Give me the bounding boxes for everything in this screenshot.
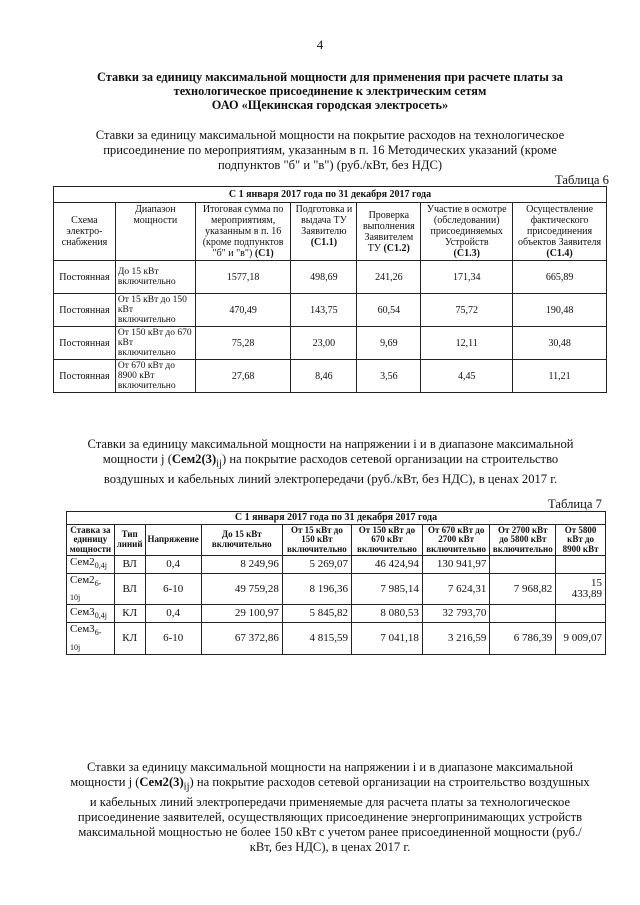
header-range-5: От 2700 кВт до 5800 кВт включительно [490,524,556,556]
para3-text-end: ) на покрытие расходов сетевой организации на строительство воздушных и кабельных линий электропередачи применяемые для расчета платы за технологическое присоединение заявителей, осуществляющих присоединение энергопринимающих устройств максимальной мощностью не более 150 кВт с учетом ранее присоединенной мощности (руб./кВт, без НДС), в ценах 2017 г. [77,775,590,854]
para3-rate-symbol: Cем2(3) [139,775,184,789]
cell-r3: 8 080,53 [352,605,423,623]
para2-text-start: Ставки за единицу максимальной мощности на напряжении i и в диапазоне максимальной мощности j ( [87,437,574,466]
cell-r1: 67 372,86 [201,623,282,654]
cell-r3: 7 985,14 [352,574,423,605]
rate-symbol: Cем3 [70,623,95,636]
cell-voltage: 6-10 [145,623,201,654]
cell-c12: 9,69 [357,327,421,360]
cell-c11: 498,69 [291,261,357,294]
rates-150kw-description [70,760,590,855]
para2-rate-symbol: Cем2(3) [171,452,217,466]
cell-r6: 15 433,89 [556,574,606,605]
header-range-1: До 15 кВт включительно [201,524,282,556]
cell-r4: 3 216,59 [422,623,490,654]
table-row [54,261,607,294]
cell-r5: 7 968,82 [490,574,556,605]
table7 [66,511,606,655]
title-line-2: технологическое присоединение к электрическим сетям [173,84,487,98]
header-prep [291,203,357,261]
cell-rate [67,574,115,605]
cell-r3: 46 424,94 [352,556,423,574]
cell-r4: 7 624,31 [422,574,490,605]
header-check-code: (С1.2) [383,242,410,254]
table6-label: Таблица 6 [555,173,609,187]
header-connect-code: (С1.4) [546,248,573,259]
cell-c1: 75,28 [195,327,291,360]
cell-r5: 6 786,39 [490,623,556,654]
table6-period: С 1 января 2017 года по 31 декабря 2017 года [54,187,607,203]
header-total-code: (С1) [254,248,274,259]
header-connect-text: Осуществление фактического присоединения объектов Заявителя [517,204,602,248]
cell-r4: 130 941,97 [422,556,490,574]
cell-c11: 8,46 [291,360,357,393]
cell-range: От 15 кВт до 150 кВт включительно [115,294,195,327]
cell-scheme: Постоянная [54,261,116,294]
header-range: Диапазон мощности [115,203,195,261]
table7-description [78,437,583,487]
header-inspect-code: (С1.3) [453,248,480,259]
cell-c13: 12,11 [421,327,513,360]
header-prep-code: (С1.1) [310,237,338,248]
table6 [53,186,607,393]
cell-scheme: Постоянная [54,294,116,327]
header-type: Тип линий [114,524,145,556]
cell-r5 [490,605,556,623]
cell-r4: 32 793,70 [422,605,490,623]
cell-scheme: Постоянная [54,360,116,393]
document-title [80,70,580,112]
rate-subscript: 6-10j [70,628,102,652]
rate-subscript: 0,4j [94,561,107,571]
header-inspect [421,203,513,261]
cell-c14: 665,89 [513,261,607,294]
header-scheme: Схема электро-снабжения [54,203,116,261]
table-row [54,294,607,327]
cell-c12: 241,26 [357,261,421,294]
cell-c14: 190,48 [513,294,607,327]
table7-period: С 1 января 2017 года по 31 декабря 2017 года [67,512,606,525]
title-line-1: Ставки за единицу максимальной мощности для применения при расчете платы за [97,70,563,84]
cell-r1: 29 100,97 [201,605,282,623]
header-rate: Ставка за единицу мощности [67,524,115,556]
cell-type: ВЛ [114,574,145,605]
cell-type: КЛ [114,623,145,654]
cell-scheme: Постоянная [54,327,116,360]
cell-c1: 470,49 [195,294,291,327]
table7-label: Таблица 7 [548,497,602,511]
cell-c11: 23,00 [291,327,357,360]
table-row [67,605,606,623]
rate-symbol: Cем2 [70,556,95,569]
cell-c13: 75,72 [421,294,513,327]
cell-r2: 8 196,36 [282,574,351,605]
rate-symbol: Cем3 [70,605,95,618]
cell-type: КЛ [114,605,145,623]
header-total-text: Итоговая сумма по мероприятиям, указанным в п. 16 (кроме подпунктов "б" и "в") [202,204,284,259]
header-range-4: От 670 кВт до 2700 кВт включительно [422,524,490,556]
cell-voltage: 6-10 [145,574,201,605]
cell-c13: 4,45 [421,360,513,393]
cell-c1: 1577,18 [195,261,291,294]
cell-rate [67,623,115,654]
para3-rate-subscript: ij [183,781,190,793]
header-range-2: От 15 кВт до 150 кВт включительно [282,524,351,556]
cell-r2: 4 815,59 [282,623,351,654]
header-inspect-text: Участие в осмотре (обследовании) присоединяемых Устройств [426,204,507,248]
table6-header-row [54,203,607,261]
table-row [67,556,606,574]
cell-r3: 7 041,18 [352,623,423,654]
header-range-6: От 5800 кВт до 8900 кВт [556,524,606,556]
cell-r6 [556,556,606,574]
cell-range: До 15 кВт включительно [115,261,195,294]
header-connect [513,203,607,261]
cell-c14: 30,48 [513,327,607,360]
cell-range: От 670 кВт до 8900 кВт включительно [115,360,195,393]
cell-r1: 8 249,96 [201,556,282,574]
para3-text-start: Ставки за единицу максимальной мощности на напряжении i и в диапазоне максимальной мощности j ( [70,760,573,789]
rate-symbol: Cем2 [70,574,95,586]
rate-subscript: 0,4j [94,610,107,620]
cell-c11: 143,75 [291,294,357,327]
header-check [357,203,421,261]
cell-r1: 49 759,28 [201,574,282,605]
table-row [67,623,606,654]
table7-header-row [67,524,606,556]
header-check-text: Проверка выполнения Заявителем ТУ [362,209,415,254]
cell-range: От 150 кВт до 670 кВт включительно [115,327,195,360]
cell-c12: 3,56 [357,360,421,393]
page-number: 4 [316,37,324,52]
cell-c14: 11,21 [513,360,607,393]
table6-description: Ставки за единицу максимальной мощности на покрытие расходов на технологическое присоединение по мероприятиям, указанным в п. 16 Методических указаний (кроме подпунктов "б" и "в") (руб./кВт, без НДС) [95,128,565,172]
title-line-3: ОАО «Щекинская городская электросеть» [211,98,449,112]
cell-type: ВЛ [114,556,145,574]
table-row [67,574,606,605]
header-voltage: Напряжение [145,524,201,556]
cell-rate [67,605,115,623]
cell-r2: 5 845,82 [282,605,351,623]
cell-c12: 60,54 [357,294,421,327]
cell-r6: 9 009,07 [556,623,606,654]
cell-voltage: 0,4 [145,556,201,574]
header-total [195,203,291,261]
cell-c13: 171,34 [421,261,513,294]
rate-subscript: 6-10j [70,579,102,603]
cell-r5 [490,556,556,574]
header-prep-text: Подготовка и выдача ТУ Заявителю [295,204,353,237]
cell-c1: 27,68 [195,360,291,393]
cell-rate [67,556,115,574]
table-row [54,327,607,360]
para2-text-end: ) на покрытие расходов сетевой организации на строительство воздушных и кабельных линий электропередачи (руб./кВт, без НДС), в ценах 2017 г. [103,452,559,486]
header-range-3: От 150 кВт до 670 кВт включительно [352,524,423,556]
cell-r6 [556,605,606,623]
para2-rate-subscript: ij [216,458,222,470]
cell-voltage: 0,4 [145,605,201,623]
table-row [54,360,607,393]
cell-r2: 5 269,07 [282,556,351,574]
